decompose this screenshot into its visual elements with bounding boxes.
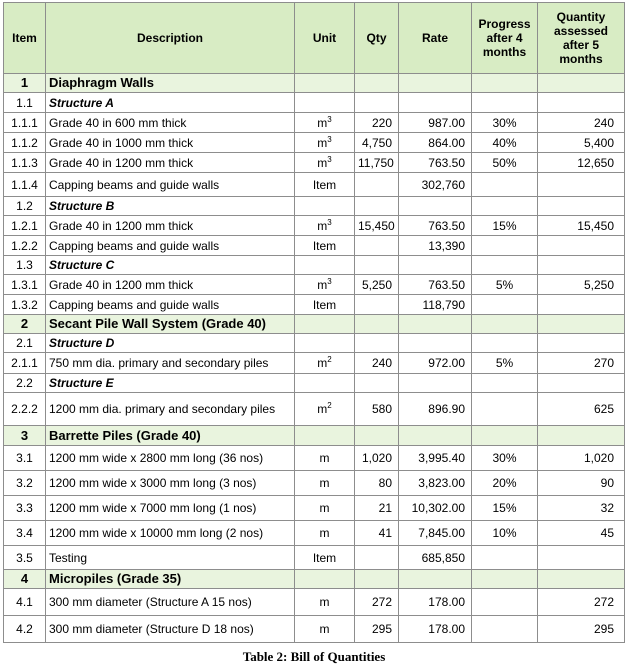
cell-description: 1200 mm wide x 7000 mm long (1 nos) (46, 496, 295, 521)
cell-rate (399, 374, 472, 393)
cell-progress (472, 236, 538, 256)
cell-qty (355, 426, 399, 446)
cell-rate: 864.00 (399, 133, 472, 153)
header-unit: Unit (295, 3, 355, 74)
section-row (4, 74, 625, 93)
cell-quantity-assessed (538, 74, 625, 93)
cell-quantity-assessed (538, 256, 625, 275)
unit-text: Item (312, 177, 337, 192)
unit-text: Item (312, 238, 337, 253)
cell-item: 1.3 (4, 256, 46, 275)
cell-description: Barrette Piles (Grade 40) (46, 426, 295, 446)
table-row (4, 589, 625, 616)
cell-unit (295, 153, 355, 173)
cell-description: 300 mm diameter (Structure A 15 nos) (46, 589, 295, 616)
cell-rate: 118,790 (399, 295, 472, 315)
cell-description: Capping beams and guide walls (46, 295, 295, 315)
cell-unit (295, 133, 355, 153)
table-row (4, 216, 625, 236)
header-quantity-assessed: Quantity assessed after 5 months (538, 3, 625, 74)
cell-progress (472, 570, 538, 589)
cell-unit (295, 353, 355, 374)
cell-item: 2.1.1 (4, 353, 46, 374)
unit-text: m (319, 451, 330, 465)
cell-description: Secant Pile Wall System (Grade 40) (46, 315, 295, 334)
unit-exponent: 3 (327, 114, 332, 124)
cell-unit (295, 426, 355, 446)
cell-rate (399, 256, 472, 275)
cell-quantity-assessed (538, 315, 625, 334)
cell-rate (399, 93, 472, 113)
cell-qty: 1,020 (355, 446, 399, 471)
cell-quantity-assessed (538, 173, 625, 197)
cell-qty (355, 256, 399, 275)
cell-quantity-assessed: 45 (538, 521, 625, 546)
table-row (4, 393, 625, 426)
cell-unit (295, 570, 355, 589)
cell-rate (399, 570, 472, 589)
cell-progress: 15% (472, 496, 538, 521)
table-row (4, 471, 625, 496)
unit-exponent: 2 (327, 355, 332, 364)
cell-qty: 272 (355, 589, 399, 616)
cell-unit (295, 315, 355, 334)
header-progress: Progress after 4 months (472, 3, 538, 74)
table-row (4, 153, 625, 173)
table-header-row (4, 3, 625, 74)
cell-qty: 41 (355, 521, 399, 546)
cell-item: 1.3.1 (4, 275, 46, 295)
header-rate: Rate (399, 3, 472, 74)
cell-quantity-assessed: 240 (538, 113, 625, 133)
cell-item: 4 (4, 570, 46, 589)
cell-item: 2 (4, 315, 46, 334)
cell-progress (472, 173, 538, 197)
cell-progress: 20% (472, 471, 538, 496)
cell-unit (295, 197, 355, 216)
cell-progress (472, 616, 538, 643)
cell-quantity-assessed: 295 (538, 616, 625, 643)
cell-item: 1.1 (4, 93, 46, 113)
cell-progress (472, 74, 538, 93)
cell-rate: 13,390 (399, 236, 472, 256)
section-row (4, 426, 625, 446)
cell-quantity-assessed: 625 (538, 393, 625, 426)
cell-item: 1.1.4 (4, 173, 46, 197)
cell-quantity-assessed: 5,250 (538, 275, 625, 295)
cell-qty: 5,250 (355, 275, 399, 295)
cell-description: 300 mm diameter (Structure D 18 nos) (46, 616, 295, 643)
cell-quantity-assessed (538, 334, 625, 353)
subsection-row (4, 374, 625, 393)
cell-rate: 7,845.00 (399, 521, 472, 546)
cell-unit (295, 374, 355, 393)
cell-qty: 21 (355, 496, 399, 521)
cell-unit (295, 236, 355, 256)
cell-qty: 15,450 (355, 216, 399, 236)
cell-qty: 220 (355, 113, 399, 133)
cell-qty (355, 173, 399, 197)
subsection-row (4, 197, 625, 216)
cell-progress: 50% (472, 153, 538, 173)
cell-unit (295, 256, 355, 275)
cell-unit (295, 275, 355, 295)
header-description: Description (46, 3, 295, 74)
cell-progress: 30% (472, 446, 538, 471)
cell-rate: 178.00 (399, 589, 472, 616)
cell-progress (472, 374, 538, 393)
cell-rate: 896.90 (399, 393, 472, 426)
cell-quantity-assessed: 5,400 (538, 133, 625, 153)
cell-unit (295, 589, 355, 616)
cell-rate: 763.50 (399, 275, 472, 295)
subsection-row (4, 334, 625, 353)
cell-rate: 685,850 (399, 546, 472, 570)
cell-progress: 5% (472, 275, 538, 295)
cell-qty: 240 (355, 353, 399, 374)
unit-text: m (319, 622, 330, 636)
cell-progress (472, 546, 538, 570)
cell-progress: 40% (472, 133, 538, 153)
cell-unit (295, 521, 355, 546)
cell-description: Structure C (46, 256, 295, 275)
cell-quantity-assessed: 270 (538, 353, 625, 374)
cell-item: 4.1 (4, 589, 46, 616)
unit-exponent: 3 (327, 276, 332, 286)
cell-description: Grade 40 in 1200 mm thick (46, 153, 295, 173)
cell-description: Capping beams and guide walls (46, 236, 295, 256)
cell-qty (355, 374, 399, 393)
unit-text: m (319, 476, 330, 490)
cell-progress: 15% (472, 216, 538, 236)
cell-item: 1.1.2 (4, 133, 46, 153)
section-row (4, 315, 625, 334)
cell-item: 3.4 (4, 521, 46, 546)
subsection-row (4, 256, 625, 275)
cell-quantity-assessed (538, 295, 625, 315)
cell-item: 1.2 (4, 197, 46, 216)
cell-item: 2.2.2 (4, 393, 46, 426)
cell-description: Diaphragm Walls (46, 74, 295, 93)
cell-item: 1 (4, 74, 46, 93)
cell-rate: 763.50 (399, 216, 472, 236)
unit-text: m (317, 135, 328, 150)
cell-unit (295, 446, 355, 471)
cell-rate: 972.00 (399, 353, 472, 374)
cell-quantity-assessed: 272 (538, 589, 625, 616)
table-row (4, 295, 625, 315)
cell-progress: 10% (472, 521, 538, 546)
cell-rate (399, 426, 472, 446)
table-row (4, 496, 625, 521)
cell-qty: 80 (355, 471, 399, 496)
table-row (4, 521, 625, 546)
cell-rate (399, 334, 472, 353)
header-item: Item (4, 3, 46, 74)
cell-item: 3.5 (4, 546, 46, 570)
unit-text: m (317, 155, 328, 170)
cell-description: Capping beams and guide walls (46, 173, 295, 197)
cell-unit (295, 113, 355, 133)
cell-description: Structure E (46, 374, 295, 393)
subsection-row (4, 93, 625, 113)
cell-qty (355, 74, 399, 93)
table-row (4, 353, 625, 374)
cell-unit (295, 616, 355, 643)
table-caption: Table 2: Bill of Quantities (242, 649, 386, 664)
cell-progress (472, 93, 538, 113)
cell-unit (295, 471, 355, 496)
cell-description: Structure B (46, 197, 295, 216)
cell-rate (399, 74, 472, 93)
unit-exponent: 3 (327, 134, 332, 144)
cell-progress (472, 426, 538, 446)
cell-qty: 580 (355, 393, 399, 426)
cell-item: 1.1.3 (4, 153, 46, 173)
cell-unit (295, 546, 355, 570)
unit-exponent: 3 (327, 217, 332, 227)
cell-progress (472, 256, 538, 275)
cell-description: 750 mm dia. primary and secondary piles (46, 353, 295, 374)
table-row (4, 173, 625, 197)
cell-quantity-assessed (538, 426, 625, 446)
cell-rate: 302,760 (399, 173, 472, 197)
cell-progress (472, 315, 538, 334)
cell-item: 1.2.2 (4, 236, 46, 256)
cell-unit (295, 93, 355, 113)
bill-of-quantities-table (3, 2, 625, 643)
unit-text: m (317, 115, 328, 130)
cell-progress: 30% (472, 113, 538, 133)
cell-qty (355, 570, 399, 589)
cell-item: 2.1 (4, 334, 46, 353)
cell-qty: 295 (355, 616, 399, 643)
unit-text: m (319, 526, 330, 540)
cell-unit (295, 173, 355, 197)
cell-quantity-assessed (538, 236, 625, 256)
cell-qty (355, 236, 399, 256)
unit-text: Item (312, 550, 337, 565)
table-row (4, 113, 625, 133)
cell-description: 1200 mm wide x 2800 mm long (36 nos) (46, 446, 295, 471)
unit-text: Item (312, 297, 337, 312)
unit-text: m (317, 277, 328, 292)
cell-progress (472, 334, 538, 353)
cell-progress (472, 197, 538, 216)
table-row (4, 446, 625, 471)
unit-text: m (317, 402, 328, 416)
cell-qty (355, 315, 399, 334)
cell-quantity-assessed: 12,650 (538, 153, 625, 173)
cell-description: Grade 40 in 1200 mm thick (46, 275, 295, 295)
unit-exponent: 3 (327, 154, 332, 164)
cell-progress: 5% (472, 353, 538, 374)
cell-quantity-assessed: 90 (538, 471, 625, 496)
cell-item: 3.2 (4, 471, 46, 496)
cell-qty (355, 334, 399, 353)
cell-rate: 178.00 (399, 616, 472, 643)
cell-rate (399, 315, 472, 334)
table-row (4, 616, 625, 643)
cell-unit (295, 295, 355, 315)
cell-item: 3.1 (4, 446, 46, 471)
cell-description: Grade 40 in 600 mm thick (46, 113, 295, 133)
table-body (4, 74, 625, 643)
cell-description: Testing (46, 546, 295, 570)
cell-quantity-assessed (538, 374, 625, 393)
cell-unit (295, 334, 355, 353)
cell-qty (355, 197, 399, 216)
section-row (4, 570, 625, 589)
cell-quantity-assessed: 15,450 (538, 216, 625, 236)
cell-description: Structure A (46, 93, 295, 113)
cell-item: 2.2 (4, 374, 46, 393)
table-row (4, 133, 625, 153)
cell-qty: 11,750 (355, 153, 399, 173)
cell-quantity-assessed (538, 546, 625, 570)
cell-progress (472, 589, 538, 616)
cell-qty (355, 93, 399, 113)
cell-unit (295, 496, 355, 521)
cell-progress (472, 295, 538, 315)
cell-quantity-assessed: 32 (538, 496, 625, 521)
cell-description: 1200 mm wide x 10000 mm long (2 nos) (46, 521, 295, 546)
cell-unit (295, 216, 355, 236)
cell-quantity-assessed: 1,020 (538, 446, 625, 471)
cell-description: 1200 mm wide x 3000 mm long (3 nos) (46, 471, 295, 496)
unit-text: m (317, 218, 328, 233)
cell-qty: 4,750 (355, 133, 399, 153)
unit-text: m (319, 595, 330, 609)
unit-text: m (317, 356, 328, 370)
table-row (4, 546, 625, 570)
cell-quantity-assessed (538, 93, 625, 113)
cell-qty (355, 546, 399, 570)
cell-rate: 10,302.00 (399, 496, 472, 521)
cell-item: 3 (4, 426, 46, 446)
table-row (4, 236, 625, 256)
cell-description: Grade 40 in 1000 mm thick (46, 133, 295, 153)
cell-item: 1.1.1 (4, 113, 46, 133)
cell-unit (295, 74, 355, 93)
cell-item: 1.2.1 (4, 216, 46, 236)
unit-exponent: 2 (327, 401, 332, 410)
cell-item: 3.3 (4, 496, 46, 521)
unit-text: m (319, 501, 330, 515)
cell-description: Structure D (46, 334, 295, 353)
cell-rate: 987.00 (399, 113, 472, 133)
cell-rate: 3,823.00 (399, 471, 472, 496)
cell-description: Grade 40 in 1200 mm thick (46, 216, 295, 236)
cell-progress (472, 393, 538, 426)
header-qty: Qty (355, 3, 399, 74)
cell-rate: 763.50 (399, 153, 472, 173)
cell-quantity-assessed (538, 197, 625, 216)
cell-description: Micropiles (Grade 35) (46, 570, 295, 589)
table-row (4, 275, 625, 295)
cell-quantity-assessed (538, 570, 625, 589)
cell-unit (295, 393, 355, 426)
cell-description: 1200 mm dia. primary and secondary piles (46, 393, 295, 426)
cell-rate (399, 197, 472, 216)
cell-rate: 3,995.40 (399, 446, 472, 471)
cell-item: 4.2 (4, 616, 46, 643)
cell-qty (355, 295, 399, 315)
cell-item: 1.3.2 (4, 295, 46, 315)
